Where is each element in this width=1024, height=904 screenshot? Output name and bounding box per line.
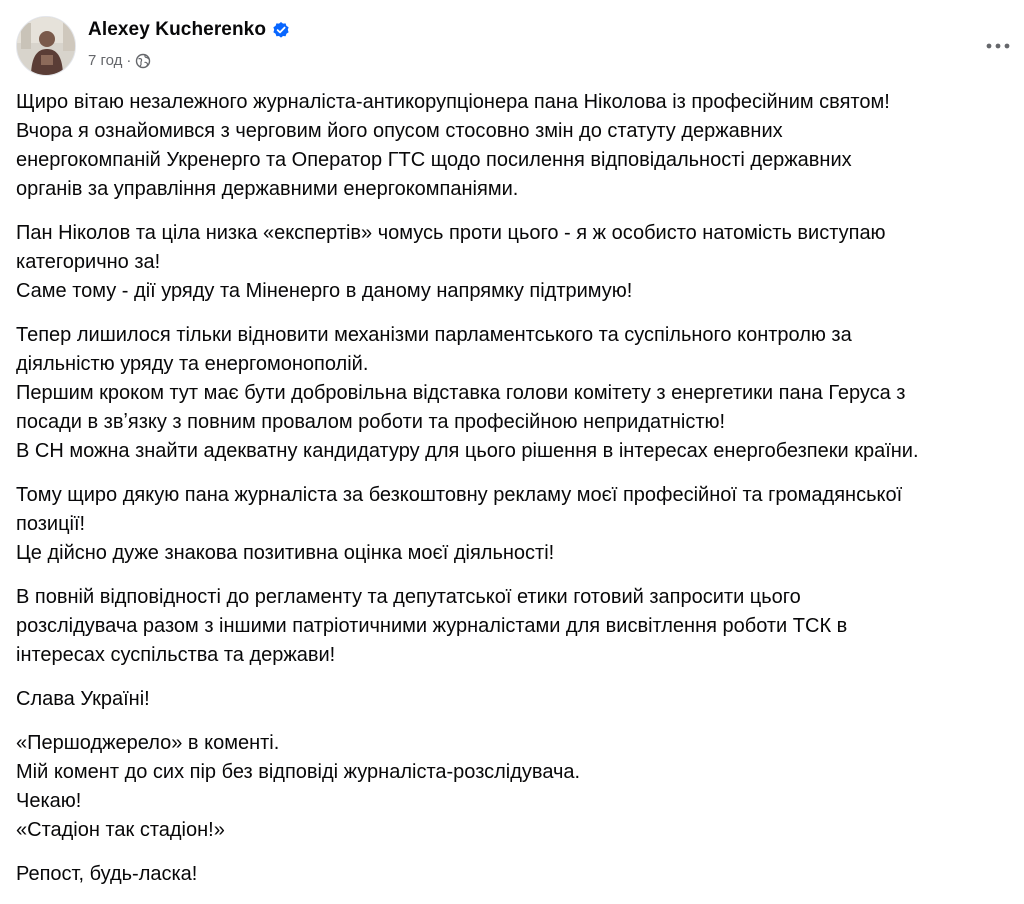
post-text-line: Тому щиро дякую пана журналіста за безкоштовну рекламу моєї професійної та громадянської [16, 484, 903, 506]
post-text-line: позиції! [16, 513, 86, 535]
post-text-line: Це дійсно дуже знакова позитивна оцінка моєї діяльності! [16, 542, 555, 564]
post-text-line: розслідувача разом з іншими патріотичними журналістами для висвітлення роботи ТСК в [16, 615, 848, 637]
post-paragraph-2 [16, 219, 1016, 306]
post-paragraph-5 [16, 583, 1016, 670]
meta-separator: · [126, 52, 132, 69]
post-text-line: В повній відповідності до регламенту та депутатської етики готовий запросити цього [16, 586, 801, 608]
post-paragraph-1 [16, 88, 1016, 204]
post-text-line: Мій комент до сих пір без відповіді журналіста-розслідувача. [16, 761, 581, 783]
post-timestamp[interactable]: 7 год [88, 52, 123, 69]
post-text-line: Репост, будь-ласка! [16, 863, 198, 885]
verified-badge-icon [272, 21, 290, 39]
post-text-line: інтересах суспільства та держави! [16, 644, 336, 666]
avatar-photo [17, 17, 76, 76]
post-text-line: Вчора я ознайомився з черговим його опусом стосовно змін до статуту державних [16, 120, 783, 142]
post-text-line: Саме тому - дії уряду та Міненерго в даному напрямку підтримую! [16, 280, 633, 302]
post-text-line: діяльністю уряду та енергомонополій. [16, 353, 369, 375]
post-text-line: В СН можна знайти адекватну кандидатуру для цього рішення в інтересах енергобезпеки країни. [16, 440, 919, 462]
globe-icon[interactable] [135, 53, 151, 69]
post-text-line: органів за управління державними енергокомпаніями. [16, 178, 519, 200]
post-header [16, 16, 1024, 80]
post-text-line: категорично за! [16, 251, 161, 273]
post-text-line: енергокомпаній Укренерго та Оператор ГТС щодо посилення відповідальності державних [16, 149, 852, 171]
author-line [88, 18, 290, 42]
post-paragraph-4 [16, 481, 1016, 568]
post-paragraph-8 [16, 860, 1016, 889]
post-text-line: Слава Україні! [16, 688, 150, 710]
post-text-line: Пан Ніколов та ціла низка «експертів» чомусь проти цього - я ж особисто натомість виступаю [16, 222, 886, 244]
post-text-line: «Першоджерело» в коменті. [16, 732, 280, 754]
post-text-line: «Стадіон так стадіон!» [16, 819, 225, 841]
more-options-icon [986, 43, 1010, 49]
post-text-line: Першим кроком тут має бути добровільна відставка голови комітету з енергетики пана Геруса з [16, 382, 906, 404]
more-options-button[interactable] [980, 36, 1016, 56]
post-text-line: посади в звʼязку з повним провалом роботи та професійною непридатністю! [16, 411, 726, 433]
author-name[interactable]: Alexey Kucherenko [88, 19, 267, 40]
post-paragraph-6 [16, 685, 1016, 714]
avatar[interactable] [16, 16, 76, 76]
post-text-line: Чекаю! [16, 790, 82, 812]
post-meta [88, 52, 151, 69]
post-paragraph-3 [16, 321, 1016, 466]
post-paragraph-7 [16, 729, 1016, 845]
post-text-line: Щиро вітаю незалежного журналіста-антикорупціонера пана Ніколова із професійним святом! [16, 91, 890, 113]
post-text [16, 88, 1016, 904]
post-text-line: Тепер лишилося тільки відновити механізми парламентського та суспільного контролю за [16, 324, 852, 346]
